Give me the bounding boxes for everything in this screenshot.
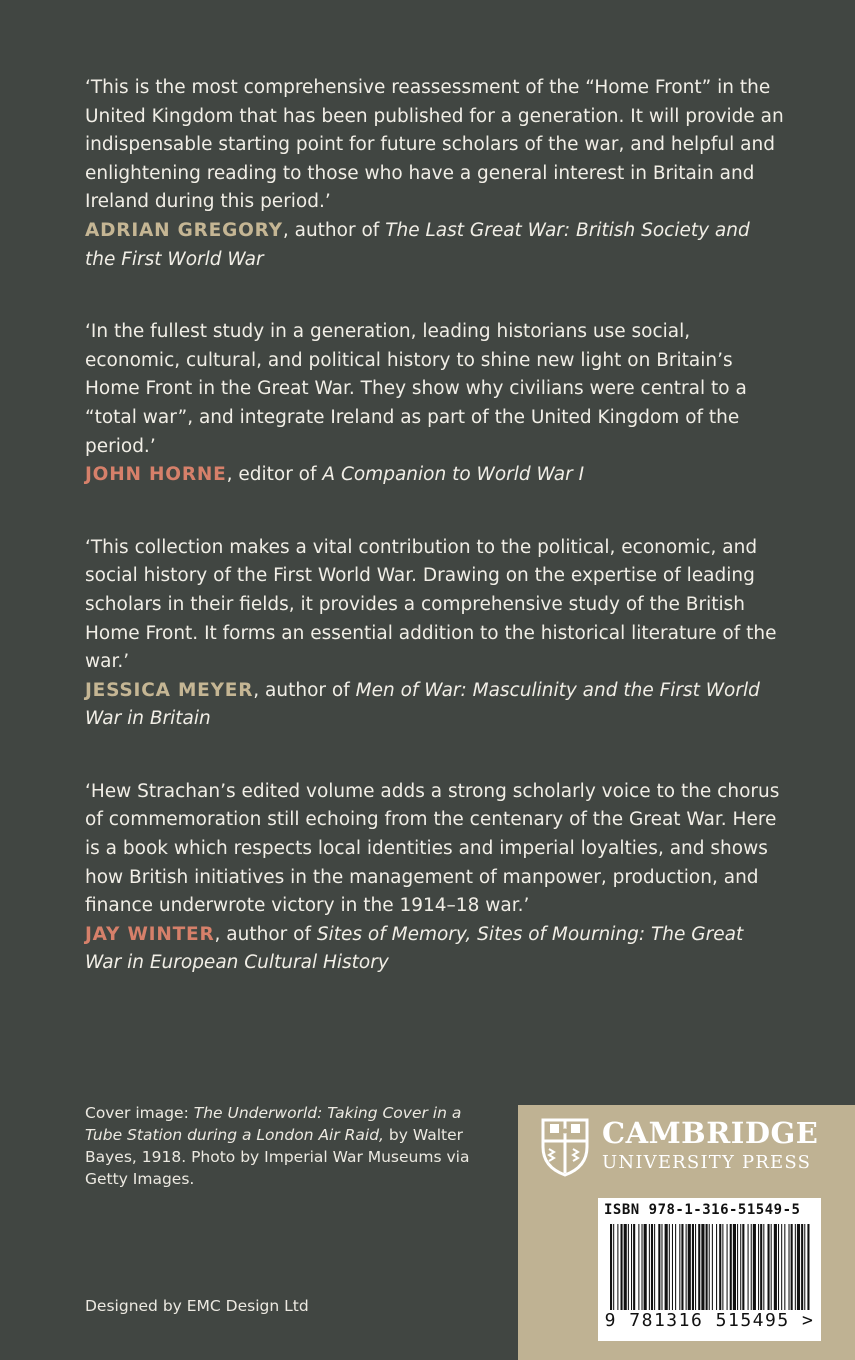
blurb-attribution xyxy=(85,217,785,274)
barcode-bar xyxy=(804,1224,805,1310)
blurb-quote: ‘In the fullest study in a generation, leading historians use social, economic, cultural, and political history to shine new light on Britain’s Home Front in the Great War. They show why civilians were central to a “total war”, and integrate Ireland as part of the United Kingdom of the period.’ xyxy=(85,321,747,457)
barcode-bar xyxy=(695,1224,696,1310)
barcode-bar xyxy=(610,1224,612,1310)
barcode-bar xyxy=(742,1224,744,1310)
publisher-name: CAMBRIDGE xyxy=(602,1116,819,1150)
barcode-bar xyxy=(763,1224,764,1310)
barcode-bar xyxy=(771,1224,772,1310)
credit-prefix: Cover image: xyxy=(85,1104,194,1122)
barcode-bar xyxy=(712,1224,713,1310)
barcode-bar xyxy=(624,1224,627,1310)
publisher-press: UNIVERSITY PRESS xyxy=(602,1152,812,1173)
barcode-bar xyxy=(631,1224,632,1310)
barcode-bar xyxy=(651,1224,653,1310)
reviewer-book: Men of War: Masculinity and the First World War in Britain xyxy=(85,679,760,730)
barcode-digits: 9 781316 515495 > xyxy=(604,1310,815,1331)
barcode-bar xyxy=(774,1224,777,1310)
barcode-bar xyxy=(753,1224,756,1310)
designer-credit: Designed by EMC Design Ltd xyxy=(85,1297,309,1315)
reviewer-name: JESSICA MEYER xyxy=(85,679,254,701)
reviewer-role: , editor of xyxy=(226,464,323,486)
barcode-bar xyxy=(722,1224,723,1310)
blurb-quote: ‘This collection makes a vital contribution to the political, economic, and social history of the First World War. Drawing on the expertise of leading scholars in their fields, it provides a comprehensive study of the British Home Front. It forms an essential addition to the historical literature of the war.’ xyxy=(85,536,777,673)
barcode-bar xyxy=(692,1224,694,1310)
barcode-bar xyxy=(672,1224,673,1310)
blurb-attribution xyxy=(85,921,785,978)
barcode-bar xyxy=(665,1224,668,1310)
barcode-bar xyxy=(628,1224,629,1310)
credit-details: by Walter Bayes, 1918. Photo by Imperial War Museums via Getty Images. xyxy=(85,1126,470,1188)
barcode-bar xyxy=(658,1224,660,1310)
barcode-bar xyxy=(748,1224,749,1310)
barcode-bar xyxy=(730,1224,732,1310)
blurb-attribution xyxy=(85,677,785,734)
barcode-bar xyxy=(801,1224,803,1310)
university-crest-icon xyxy=(540,1117,590,1177)
barcode-bar xyxy=(781,1224,782,1310)
cover-image-credit xyxy=(85,1102,485,1190)
isbn-barcode xyxy=(598,1198,821,1341)
reviewer-name: JAY WINTER xyxy=(85,923,215,945)
blurb-horne xyxy=(85,318,785,490)
blurb-quote: ‘Hew Strachan’s edited volume adds a strong scholarly voice to the chorus of commemoration still echoing from the centenary of the Great War. Here is a book which respects local identities and imperial loyalties, and shows how British initiatives in the management of manpower, production, and finance underwrote victory in the 1914–18 war.’ xyxy=(85,780,780,917)
barcode-bar xyxy=(768,1224,770,1310)
blurb-gregory xyxy=(85,74,785,274)
barcode-bar xyxy=(633,1224,635,1310)
barcode-bar xyxy=(751,1224,752,1310)
barcode-bar xyxy=(727,1224,728,1310)
reviewer-book: A Companion to World War I xyxy=(322,464,585,486)
credit-artwork-title: The Underworld: Taking Cover in a Tube Station during a London Air Raid, xyxy=(85,1104,462,1144)
barcode-bar xyxy=(654,1224,655,1310)
barcode-bar xyxy=(688,1224,691,1310)
barcode-bar xyxy=(617,1224,618,1310)
barcode-bar xyxy=(789,1224,790,1310)
barcode-bar xyxy=(701,1224,704,1310)
barcode-bar xyxy=(709,1224,710,1310)
barcode-bar xyxy=(758,1224,759,1310)
blurb-winter xyxy=(85,778,785,978)
barcode-bar xyxy=(706,1224,708,1310)
blurb-quote: ‘This is the most comprehensive reassessment of the “Home Front” in the United Kingdom that has been published for a generation. It will provide an indispensable starting point for future scholars of the war, and helpful and enlightening reading to those who have a general interest in Britain and Ireland during this period.’ xyxy=(85,77,784,213)
reviewer-book: Sites of Memory, Sites of Mourning: The Great War in European Cultural History xyxy=(85,923,744,974)
barcode-bars xyxy=(610,1224,810,1310)
barcode-bar xyxy=(740,1224,741,1310)
barcode-bar xyxy=(737,1224,738,1310)
barcode-bar xyxy=(698,1224,700,1310)
barcode-bar xyxy=(621,1224,623,1310)
barcode-bar xyxy=(791,1224,793,1310)
barcode-bar xyxy=(642,1224,643,1310)
barcode-bar xyxy=(644,1224,647,1310)
reviewer-name: JOHN HORNE xyxy=(85,464,227,486)
reviewer-name: ADRIAN GREGORY xyxy=(85,219,283,241)
barcode-bar xyxy=(733,1224,736,1310)
barcode-bar xyxy=(681,1224,683,1310)
review-quotes xyxy=(85,74,785,1022)
blurb-attribution xyxy=(85,461,785,490)
publisher-panel xyxy=(518,1105,855,1360)
barcode-bar xyxy=(661,1224,662,1310)
reviewer-role: , author of xyxy=(253,679,356,701)
barcode-bar xyxy=(686,1224,687,1310)
barcode-bar xyxy=(778,1224,779,1310)
barcode-bar xyxy=(716,1224,717,1310)
reviewer-book: The Last Great War: British Society and the First World War xyxy=(85,219,750,270)
barcode-bar xyxy=(760,1224,762,1310)
barcode-bar xyxy=(613,1224,614,1310)
barcode-bar xyxy=(638,1224,639,1310)
barcode-bar xyxy=(807,1224,809,1310)
barcode-bar xyxy=(795,1224,796,1310)
barcode-bar xyxy=(675,1224,676,1310)
reviewer-role: , author of xyxy=(282,219,386,241)
barcode-bar xyxy=(649,1224,650,1310)
barcode-bar xyxy=(784,1224,785,1310)
barcode-bar xyxy=(797,1224,800,1310)
barcode-bar xyxy=(719,1224,721,1310)
barcode-bar xyxy=(679,1224,680,1310)
blurb-meyer xyxy=(85,534,785,734)
barcode-bar xyxy=(669,1224,670,1310)
isbn-label: ISBN 978-1-316-51549-5 xyxy=(604,1202,801,1218)
reviewer-role: , author of xyxy=(214,923,317,945)
